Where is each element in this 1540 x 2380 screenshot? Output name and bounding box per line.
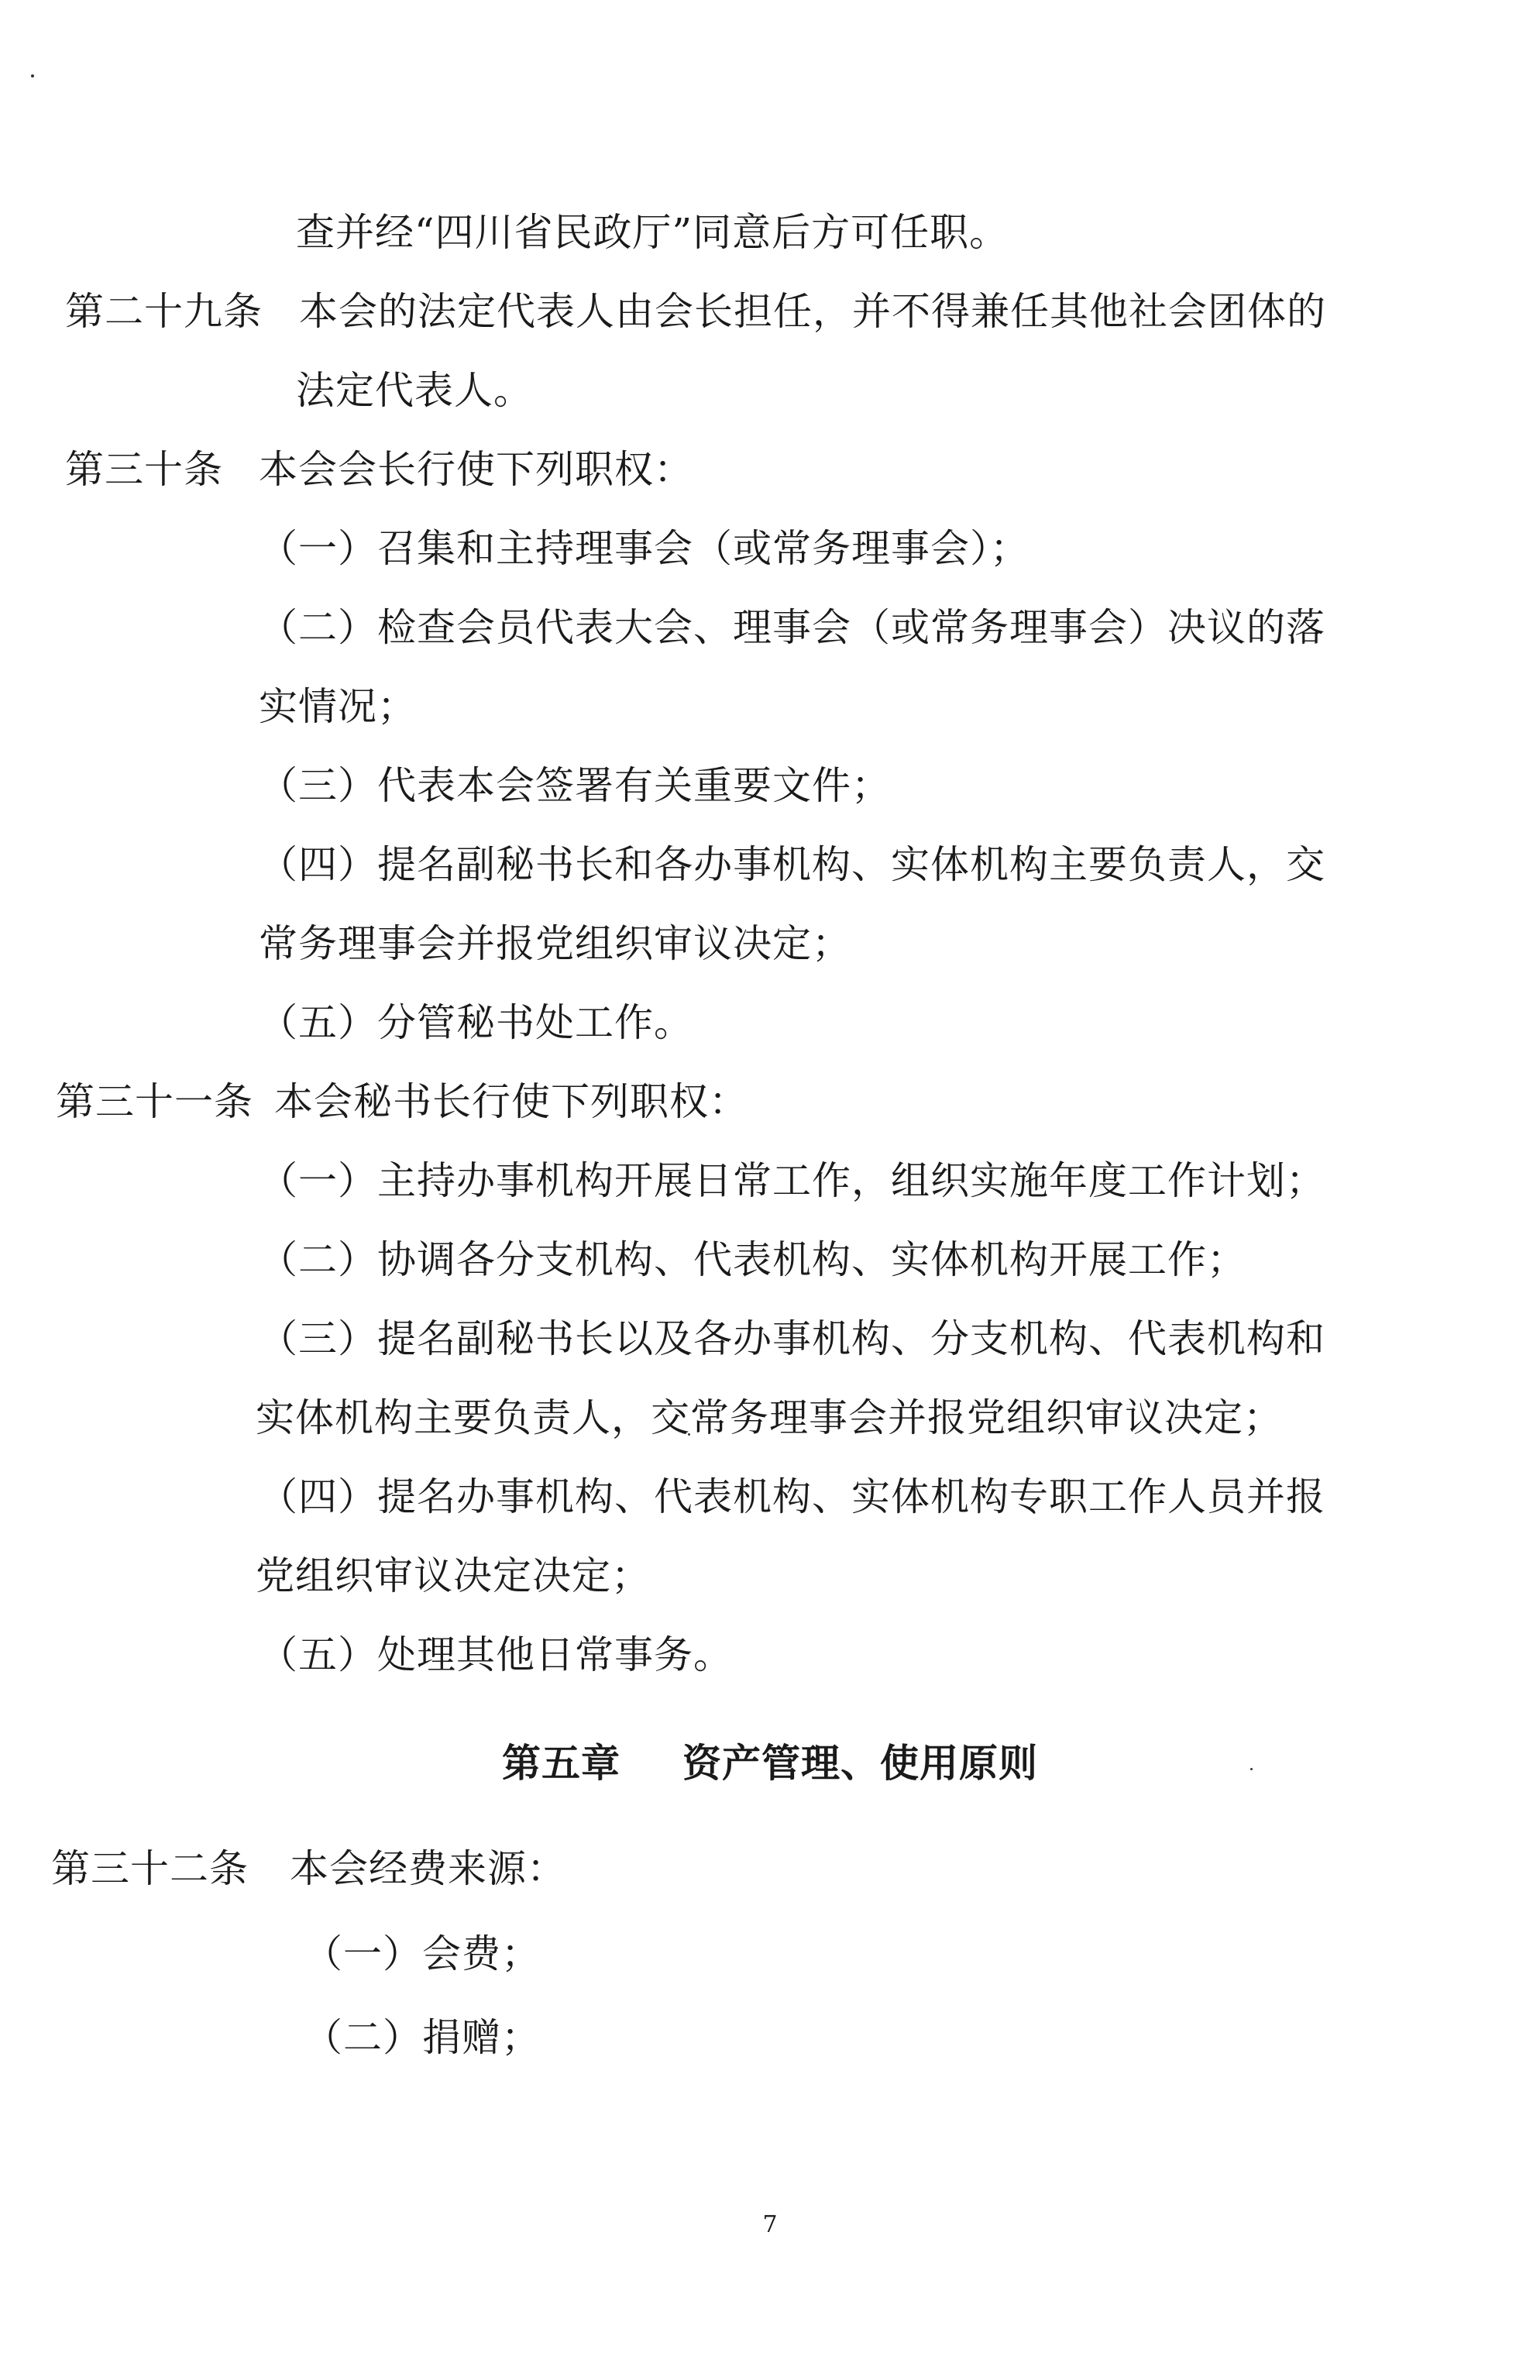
article-31-number: 第三十一条 [56, 1079, 253, 1124]
article-30-item-2-continuation: 实情况； [259, 684, 417, 729]
article-31-item-3: （三）提名副秘书长以及各办事机构、分支机构、代表机构和 [259, 1316, 1325, 1361]
page-number: 7 [762, 2211, 778, 2238]
article-31-item-2: （二）协调各分支机构、代表机构、实体机构开展工作； [259, 1237, 1246, 1282]
article-32-text: 本会经费来源： [290, 1846, 566, 1891]
article-31 [56, 1077, 748, 1126]
article-31-item-5: （五）处理其他日常事务。 [259, 1632, 733, 1677]
article-31-text: 本会秘书长行使下列职权： [274, 1079, 748, 1124]
article-29-number: 第二十九条 [65, 289, 263, 334]
article-28-continuation: 查并经“四川省民政厅”同意后方可任职。 [296, 210, 1009, 255]
chapter-title: 资产管理、使用原则 [682, 1741, 1038, 1786]
article-30-number: 第三十条 [65, 447, 223, 492]
article-30-item-5: （五）分管秘书处工作。 [259, 1000, 693, 1045]
article-30-item-4-continuation: 常务理事会并报党组织审议决定； [259, 921, 851, 966]
article-31-item-1: （一）主持办事机构开展日常工作，组织实施年度工作计划； [259, 1158, 1325, 1203]
scan-speck [31, 74, 34, 77]
chapter-heading [0, 1739, 1540, 1788]
article-32-item-2: （二）捐赠； [304, 2015, 541, 2060]
article-30 [65, 445, 693, 494]
article-32 [51, 1844, 566, 1893]
article-31-item-4: （四）提名办事机构、代表机构、实体机构专职工作人员并报 [259, 1474, 1325, 1519]
article-30-item-2: （二）检查会员代表大会、理事会（或常务理事会）决议的落 [259, 605, 1325, 650]
article-30-text: 本会会长行使下列职权： [259, 447, 693, 492]
article-31-item-3-continuation: 实体机构主要负责人，交常务理事会并报党组织审议决定； [256, 1395, 1283, 1440]
article-32-number: 第三十二条 [51, 1846, 249, 1891]
article-32-item-1: （一）会费； [304, 1931, 541, 1976]
article-30-item-3: （三）代表本会签署有关重要文件； [259, 763, 891, 808]
article-29 [65, 287, 1326, 336]
chapter-number: 第五章 [502, 1741, 620, 1786]
article-31-item-4-continuation: 党组织审议决定决定； [256, 1553, 651, 1598]
article-29-text: 本会的法定代表人由会长担任，并不得兼任其他社会团体的 [299, 289, 1326, 334]
article-29-continuation: 法定代表人。 [296, 368, 533, 413]
article-30-item-4: （四）提名副秘书长和各办事机构、实体机构主要负责人，交 [259, 842, 1325, 887]
article-30-item-1: （一）召集和主持理事会（或常务理事会）； [259, 526, 1030, 571]
